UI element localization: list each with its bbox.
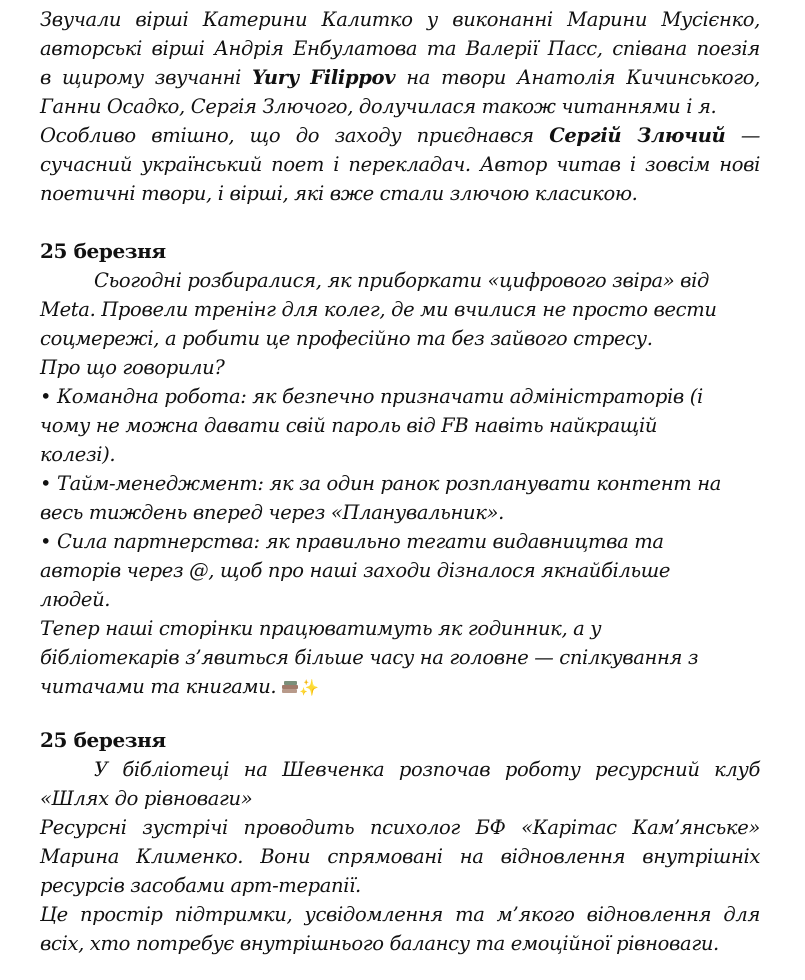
text-segment: в щирому звучанні	[40, 66, 253, 89]
text-line: Тепер наші сторінки працюватимуть як годинник, а у	[40, 617, 602, 640]
text-line: Ганни Осадко, Сергія Злючого, долучилася також читаннями і я.	[40, 95, 717, 118]
books-icon	[282, 681, 298, 695]
text-segment: Особливо втішно, що до заходу приєднався	[40, 124, 550, 147]
list-item: • Сила партнерства: як правильно тегати видавництва та	[40, 530, 664, 553]
text-line: Звучали вірші Катерини Калитко у виконанні Марини Мусієнко,	[40, 8, 760, 31]
text-line: «Шлях до рівноваги»	[40, 787, 253, 810]
text-line: всіх, хто потребує внутрішнього балансу та емоційної рівноваги.	[40, 932, 719, 955]
text-line: Це простір підтримки, усвідомлення та м’якого відновлення для	[40, 903, 760, 926]
text-line: соцмережі, а робити це професійно та без зайвого стресу.	[40, 327, 653, 350]
text-line: Ресурсні зустрічі проводить психолог БФ «Карітас Кам’янське»	[40, 816, 760, 839]
text-line: Сьогодні розбиралися, як приборкати «цифрового звіра» від	[94, 269, 710, 292]
poet-name: Сергій Злючий	[549, 124, 726, 147]
text-line: Марина Клименко. Вони спрямовані на відновлення внутрішніх	[40, 845, 760, 868]
post-date: 25 березня	[40, 239, 166, 263]
text-line: ресурсів засобами арт-терапії.	[40, 874, 361, 897]
list-item: • Тайм-менеджмент: як за один ранок розпланувати контент на	[40, 472, 721, 495]
post-date: 25 березня	[40, 728, 166, 752]
text-line: весь тиждень вперед через «Планувальник».	[40, 501, 504, 524]
text-segment: на твори Анатолія Кичинського,	[395, 66, 761, 89]
text-line	[40, 121, 760, 150]
text-line: Про що говорили?	[40, 356, 225, 379]
performer-name: Yury Filippov	[252, 66, 396, 89]
text-line: поетичні твори, і вірші, які вже стали злючою класикою.	[40, 182, 638, 205]
text-segment: читачами та книгами.	[40, 675, 277, 698]
text-line: людей.	[40, 588, 111, 611]
text-line: чому не можна давати свій пароль від FB навіть найкращій	[40, 414, 658, 437]
text-segment: —	[725, 124, 760, 147]
text-line: авторів через @, щоб про наші заходи дізналося якнайбільше	[40, 559, 671, 582]
text-line: авторські вірші Андрія Енбулатова та Валерії Пасс, співана поезія	[40, 37, 760, 60]
text-line: колезі).	[40, 443, 116, 466]
text-line	[40, 672, 760, 701]
text-line: сучасний український поет і перекладач. Автор читав і зовсім нові	[40, 153, 760, 176]
list-item: • Командна робота: як безпечно призначати адміністраторів (і	[40, 385, 703, 408]
sparkles-icon: ✨	[299, 678, 319, 697]
text-line: бібліотекарів з’явиться більше часу на головне — спілкування з	[40, 646, 699, 669]
text-line: Meta. Провели тренінг для колег, де ми вчилися не просто вести	[40, 298, 717, 321]
text-line	[40, 63, 760, 92]
text-line: У бібліотеці на Шевченка розпочав роботу ресурсний клуб	[94, 758, 760, 781]
